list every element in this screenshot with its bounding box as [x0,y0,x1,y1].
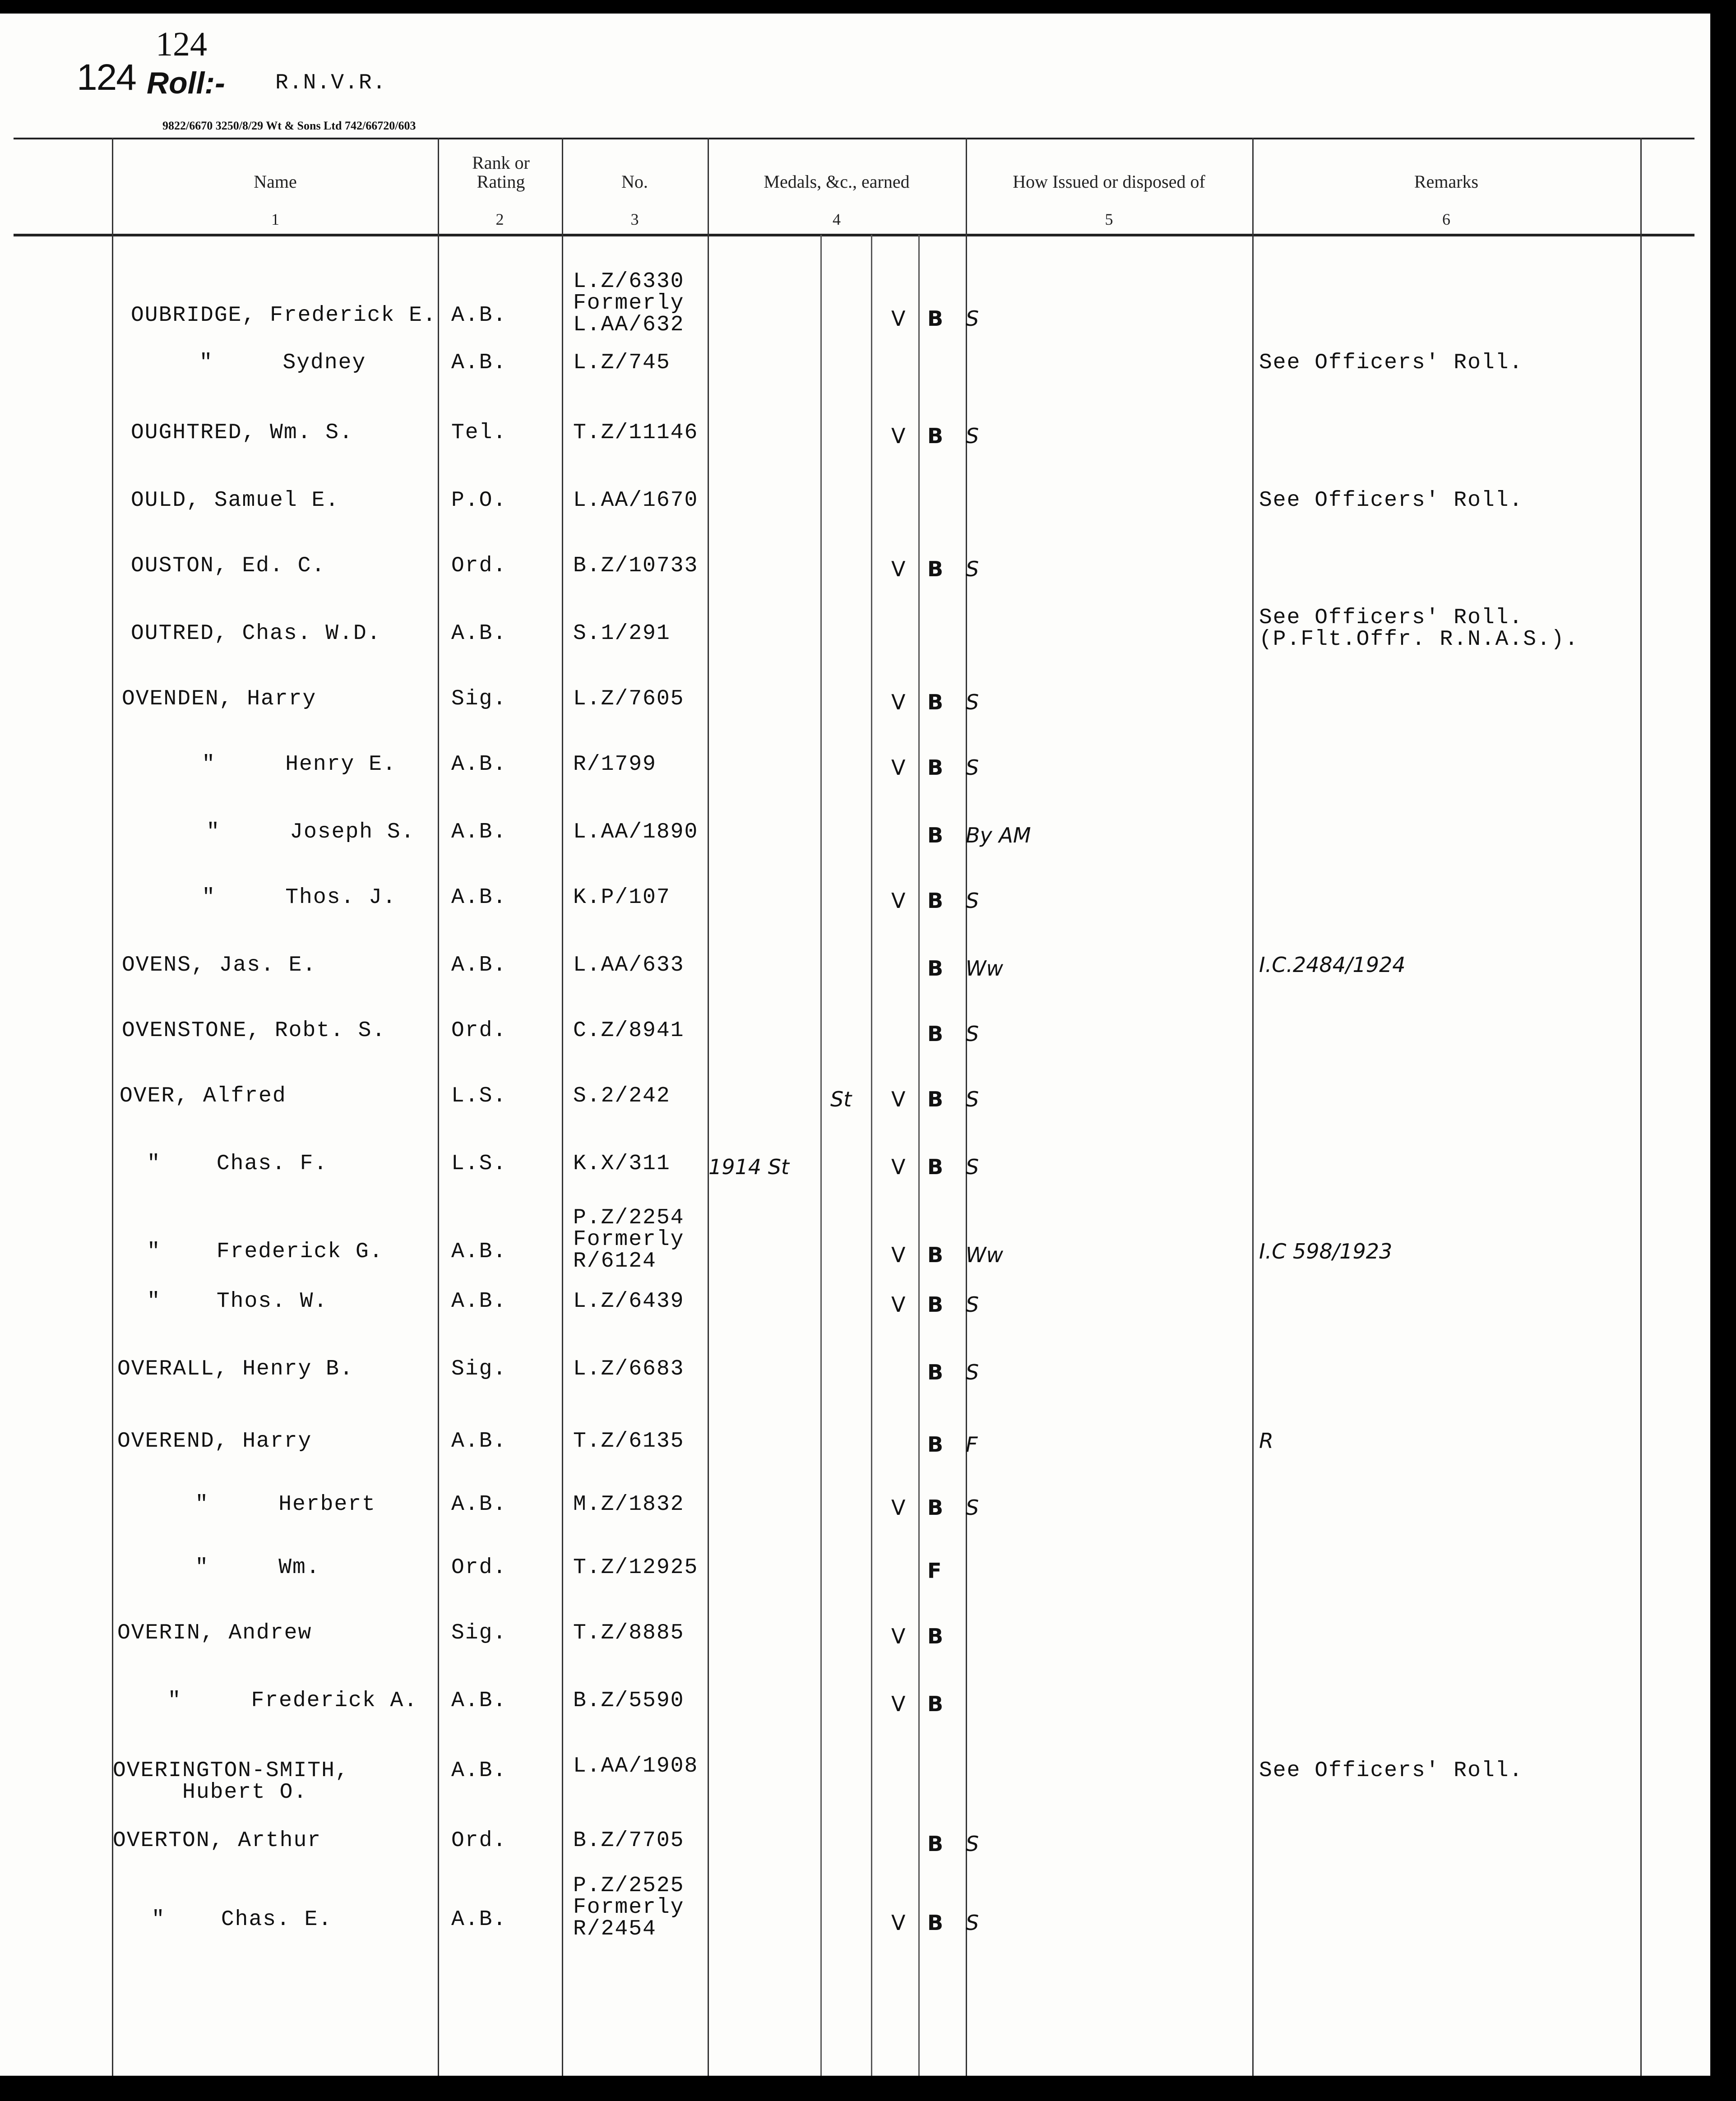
entry-service-number: P.Z/2525 Formerly R/2454 [573,1874,685,1941]
column-number: 1 [271,210,279,228]
medal-star-mark: St [830,1087,852,1111]
column-divider [1640,138,1642,2076]
entry-name: OVERINGTON-SMITH, Hubert O. [113,1759,349,1805]
entry-name: OVERALL, Henry B. [117,1357,354,1381]
issued-disposition: S [966,889,979,913]
entry-rank: A.B. [451,752,507,777]
entry-service-number: C.Z/8941 [573,1018,685,1043]
entry-rank: A.B. [451,1240,507,1264]
issued-disposition: Ww [966,956,1004,981]
medal-british-war-mark: F [927,1559,942,1583]
medal-british-war-mark: B [927,889,944,913]
medal-british-war-mark: B [927,690,944,714]
issued-disposition: S [966,1495,979,1520]
entry-name: " Frederick G. [133,1240,384,1264]
medal-british-war-mark: B [927,1624,944,1648]
entry-service-number: T.Z/6135 [573,1429,685,1453]
entry-name: " Joseph S. [165,820,415,844]
entry-service-number: L.AA/1890 [573,820,699,844]
medal-victory-mark: V [891,306,906,331]
entry-name: OUGHTRED, Wm. S. [131,421,353,445]
entry-service-number: B.Z/5590 [573,1689,685,1713]
entry-rank: A.B. [451,953,507,977]
entry-name: OUBRIDGE, Frederick E. [131,303,437,328]
issued-disposition: S [966,1022,979,1046]
column-header-number: No. [621,171,648,192]
medal-victory-mark: V [891,690,906,714]
medal-victory-mark: V [891,557,906,581]
entry-service-number: K.P/107 [573,885,671,910]
medal-victory-mark: V [891,1624,906,1648]
medal-british-war-mark: B [927,306,944,331]
issued-disposition: By AM [966,823,1031,847]
entry-rank: Ord. [451,1828,507,1853]
entry-rank: A.B. [451,820,507,844]
entry-remarks: See Officers' Roll. (P.Flt.Offr. R.N.A.S.). [1259,606,1579,652]
entry-name: OVEREND, Harry [117,1429,312,1453]
column-header-rank: Rank or Rating [472,153,530,192]
medal-british-war-mark: B [927,1911,944,1935]
medal-british-war-mark: B [927,1155,944,1179]
column-divider [918,235,920,2076]
medal-british-war-mark: B [927,1432,944,1457]
entry-service-number: R/1799 [573,752,657,777]
column-divider [438,138,439,2076]
entry-rank: Sig. [451,687,507,711]
scan-border-bottom [0,2076,1736,2101]
issued-disposition: S [966,1360,979,1384]
entry-rank: Tel. [451,421,507,445]
medal-victory-mark: V [891,1495,906,1520]
issued-disposition: S [966,1155,979,1179]
entry-rank: A.B. [451,351,507,375]
entry-service-number: L.Z/6439 [573,1289,685,1314]
entry-service-number: T.Z/8885 [573,1621,685,1645]
column-divider [871,235,872,2076]
entry-rank: A.B. [451,1429,507,1453]
medal-british-war-mark: B [927,1292,944,1317]
entry-service-number: K.X/311 [573,1152,671,1176]
entry-name: " Henry E. [160,752,397,777]
entry-service-number: L.Z/745 [573,351,671,375]
medal-british-war-mark: B [927,755,944,780]
column-header-name: Name [254,171,297,192]
entry-rank: Ord. [451,554,507,578]
entry-remarks: See Officers' Roll. [1259,1759,1523,1783]
entry-name: " Frederick A. [140,1689,418,1713]
entry-service-number: L.Z/6330 Formerly L.AA/632 [573,269,685,337]
column-divider [820,235,822,2076]
column-header-issued: How Issued or disposed of [1013,171,1205,192]
entry-rank: Sig. [451,1621,507,1645]
column-header-medals: Medals, &c., earned [764,171,910,192]
entry-name: " Thos. J. [160,885,397,910]
issued-disposition: S [966,1292,979,1317]
entry-service-number: S.2/242 [573,1084,671,1108]
medal-british-war-mark: B [927,1360,944,1384]
column-divider [708,138,709,2076]
entry-name: OVENDEN, Harry [122,687,317,711]
entry-name: OVENS, Jas. E. [122,953,317,977]
entry-name: " Herbert [153,1492,376,1517]
entry-rank: Sig. [451,1357,507,1381]
page-number-stamped: 124 [156,25,207,63]
entry-service-number: L.Z/6683 [573,1357,685,1381]
medal-british-war-mark: B [927,1495,944,1520]
scan-border-top [0,0,1710,14]
entry-rank: L.S. [451,1084,507,1108]
medal-victory-mark: V [891,1243,906,1267]
medal-british-war-mark: B [927,424,944,448]
issued-disposition: S [966,1087,979,1111]
medal-british-war-mark: B [927,1832,944,1856]
issued-disposition: S [966,1911,979,1935]
entry-service-number: T.Z/11146 [573,421,699,445]
entry-name: " Wm. [153,1555,320,1580]
medal-star-mark: 1914 St [708,1155,789,1179]
medal-british-war-mark: B [927,1022,944,1046]
entry-name: OUSTON, Ed. C. [131,554,326,578]
entry-remarks: I.C 598/1923 [1259,1239,1393,1263]
printer-line: 9822/6670 3250/8/29 Wt & Sons Ltd 742/66720/603 [162,119,416,132]
entry-name: " Chas. E. [138,1907,333,1932]
entry-service-number: S.1/291 [573,621,671,646]
column-number: 3 [630,210,639,228]
column-number: 4 [833,210,841,228]
medal-british-war-mark: B [927,823,944,847]
column-number: 5 [1105,210,1113,228]
medal-british-war-mark: B [927,557,944,581]
entry-name: OVERIN, Andrew [117,1621,312,1645]
issued-disposition: S [966,1832,979,1856]
medal-victory-mark: V [891,1087,906,1111]
entry-rank: A.B. [451,1907,507,1932]
entry-service-number: P.Z/2254 Formerly R/6124 [573,1206,685,1273]
entry-name: OVER, Alfred [120,1084,287,1108]
scan-border-right [1710,0,1736,2101]
entry-rank: A.B. [451,621,507,646]
entry-service-number: T.Z/12925 [573,1555,699,1580]
medal-victory-mark: V [891,424,906,448]
medal-british-war-mark: B [927,1087,944,1111]
entry-rank: A.B. [451,1492,507,1517]
entry-service-number: B.Z/10733 [573,554,699,578]
entry-rank: Ord. [451,1018,507,1043]
column-header-remarks: Remarks [1414,171,1479,192]
entry-rank: A.B. [451,1759,507,1783]
entry-rank: A.B. [451,1289,507,1314]
entry-rank: P.O. [451,488,507,513]
medal-victory-mark: V [891,1292,906,1317]
entry-rank: A.B. [451,885,507,910]
entry-name: OUTRED, Chas. W.D. [131,621,381,646]
column-divider [562,138,563,2076]
entry-service-number: L.AA/1908 [573,1754,699,1778]
medal-british-war-mark: B [927,956,944,981]
unit-label: R.N.V.R. [275,71,387,95]
medal-victory-mark: V [891,1155,906,1179]
medal-british-war-mark: B [927,1243,944,1267]
entry-name: OULD, Samuel E. [131,488,340,513]
entry-service-number: L.Z/7605 [573,687,685,711]
entry-name: " Thos. W. [133,1289,328,1314]
entry-service-number: B.Z/7705 [573,1828,685,1853]
entry-rank: L.S. [451,1152,507,1176]
issued-disposition: S [966,557,979,581]
entry-service-number: M.Z/1832 [573,1492,685,1517]
medal-victory-mark: V [891,1911,906,1935]
issued-disposition: F [966,1432,978,1457]
issued-disposition: S [966,755,979,780]
entry-rank: A.B. [451,303,507,328]
column-number: 2 [495,210,504,228]
issued-disposition: S [966,306,979,331]
entry-rank: Ord. [451,1555,507,1580]
entry-service-number: L.AA/1670 [573,488,699,513]
column-number: 6 [1442,210,1450,228]
entry-remarks: I.C.2484/1924 [1259,953,1406,977]
medal-victory-mark: V [891,1692,906,1716]
header-rule [14,234,1694,236]
entry-rank: A.B. [451,1689,507,1713]
entry-remarks: R [1259,1429,1273,1453]
medal-british-war-mark: B [927,1692,944,1716]
page-number-printed: 124 [77,57,136,98]
issued-disposition: S [966,690,979,714]
entry-name: " Chas. F. [133,1152,328,1176]
medal-victory-mark: V [891,889,906,913]
entry-name: " Sydney [171,351,366,375]
entry-name: OVERTON, Arthur [113,1828,322,1853]
top-rule [14,138,1694,139]
issued-disposition: S [966,424,979,448]
column-divider [1252,138,1254,2076]
entry-service-number: L.AA/633 [573,953,685,977]
entry-name: OVENSTONE, Robt. S. [122,1018,386,1043]
entry-remarks: See Officers' Roll. [1259,351,1523,375]
roll-label: Roll:- [147,66,225,100]
entry-remarks: See Officers' Roll. [1259,488,1523,513]
issued-disposition: Ww [966,1243,1004,1267]
medal-victory-mark: V [891,755,906,780]
